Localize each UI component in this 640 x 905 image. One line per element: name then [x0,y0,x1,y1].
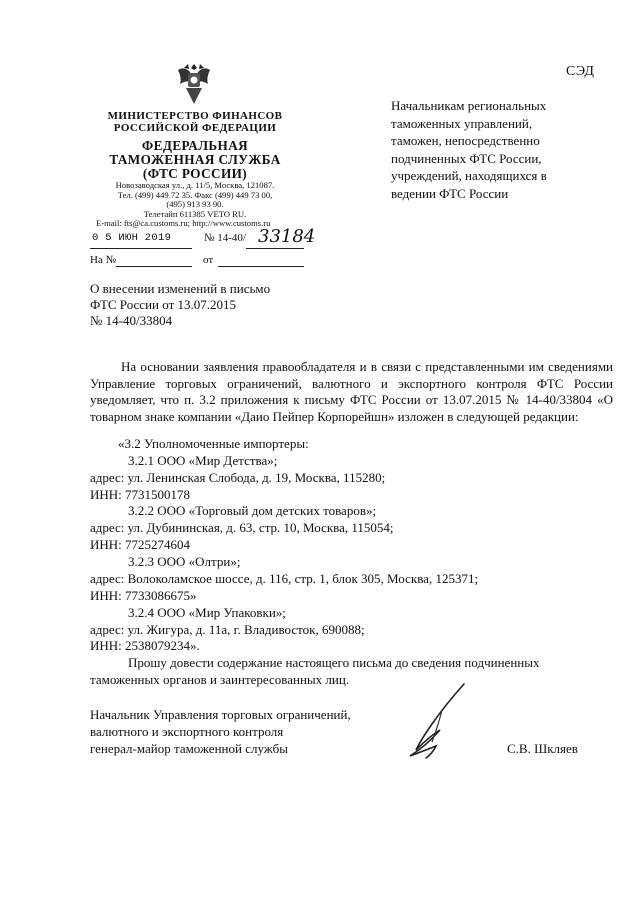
subject-line: ФТС России от 13.07.2015 [90,297,237,312]
body-line: ИНН: 2538079234». [90,638,200,653]
signatory-name: С.В. Шкляев [507,741,578,756]
body-line: таможенных органов и заинтересованных лиц. [90,672,350,687]
ministry-line: МИНИСТЕРСТВО ФИНАНСОВ [107,110,283,122]
body-line: 3.2.1 ООО «Мир Детства»; [128,453,278,468]
body-line: ИНН: 7733086675» [90,588,197,603]
position-line: Начальник Управления торговых ограничений, [90,707,351,722]
service-name [84,139,306,181]
registration-number-handwritten: 33184 [258,226,316,247]
subject-line: О внесении изменений в письмо [90,281,271,296]
addressee-line: ведении ФТС России [391,185,509,201]
coat-of-arms-emblem-icon [174,60,214,106]
body-line: адрес: ул. Жигура, д. 11а, г. Владивосток, 690088; [90,622,365,637]
body-line: «3.2 Уполномоченные импортеры: [118,436,309,451]
handwritten-signature [396,680,488,760]
addressee-line: таможен, непосредственно [391,133,540,149]
document-mark: СЭД [566,64,595,79]
contact-line: Телетайп 611385 VETO RU. [143,208,247,219]
body-line: 3.2.4 ООО «Мир Упаковки»; [128,605,286,620]
body-line: 3.2.3 ООО «Олтри»; [128,554,241,569]
body-line: ИНН: 7725274604 [90,537,191,552]
ministry-name [84,110,306,134]
body-line: адрес: ул. Ленинская Слобода, д. 19, Москва, 115280; [90,470,386,485]
date-underline [90,248,192,249]
addressee-block [391,97,591,203]
position-line: валютного и экспортного контроля [90,724,284,739]
reference-from-label: от [203,254,214,266]
from-underline [218,266,304,267]
subject-block [90,281,270,329]
signatory-position [90,706,351,757]
subject-line: № 14-40/33804 [90,313,173,328]
reference-underline [116,266,192,267]
ministry-line: РОССИЙСКОЙ ФЕДЕРАЦИИ [113,122,277,134]
service-line: (ФТС РОССИИ) [142,166,248,181]
addressee-line: таможенных управлений, [391,115,533,131]
addressee-line: учреждений, находящихся в [391,168,547,184]
body-line: Прошу довести содержание настоящего письма до сведения подчиненных [128,655,540,670]
intro-paragraph: На основании заявления правообладателя и в связи с представленными им сведениями Управление торговых ограничений, валютного и экспортного контроля ФТС России уведомляет, что п. 3.2 приложения к письму ФТС России от 13.07.2015 № 14-40/33804 «О товарном знаке компании «Даио Пейпер Корпорейшн» изложен в следующей редакции: [90,359,613,425]
body-line: 3.2.2 ООО «Торговый дом детских товаров»; [128,503,377,518]
contact-line: (495) 913 93 90. [166,199,224,210]
reference-label: На № [90,254,117,266]
registration-date: 0 5 ИЮН 2019 [92,232,172,244]
addressee-line: подчиненных ФТС России, [391,150,542,166]
addressee-line: Начальникам региональных [391,98,547,113]
contact-line: Тел. (499) 449 72 35. Факс (499) 449 73 00, [117,189,273,200]
registration-number-label: № 14-40/ [204,232,246,244]
service-line: ТАМОЖЕННАЯ СЛУЖБА [109,152,281,167]
service-line: ФЕДЕРАЛЬНАЯ [141,138,249,153]
body-line: адрес: Волоколамское шоссе, д. 116, стр. 1, блок 305, Москва, 125371; [90,571,479,586]
contact-line: E-mail: fts@ca.customs.ru; http://www.customs.ru [96,218,271,229]
body-line: адрес: ул. Дубининская, д. 63, стр. 10, Москва, 115054; [90,520,394,535]
contact-line: Новозаводская ул., д. 11/5, Москва, 121087. [115,180,275,190]
contact-block [84,181,306,229]
number-underline [246,248,304,249]
body-line: ИНН: 7731500178 [90,487,191,502]
position-line: генерал-майор таможенной службы [90,741,288,756]
